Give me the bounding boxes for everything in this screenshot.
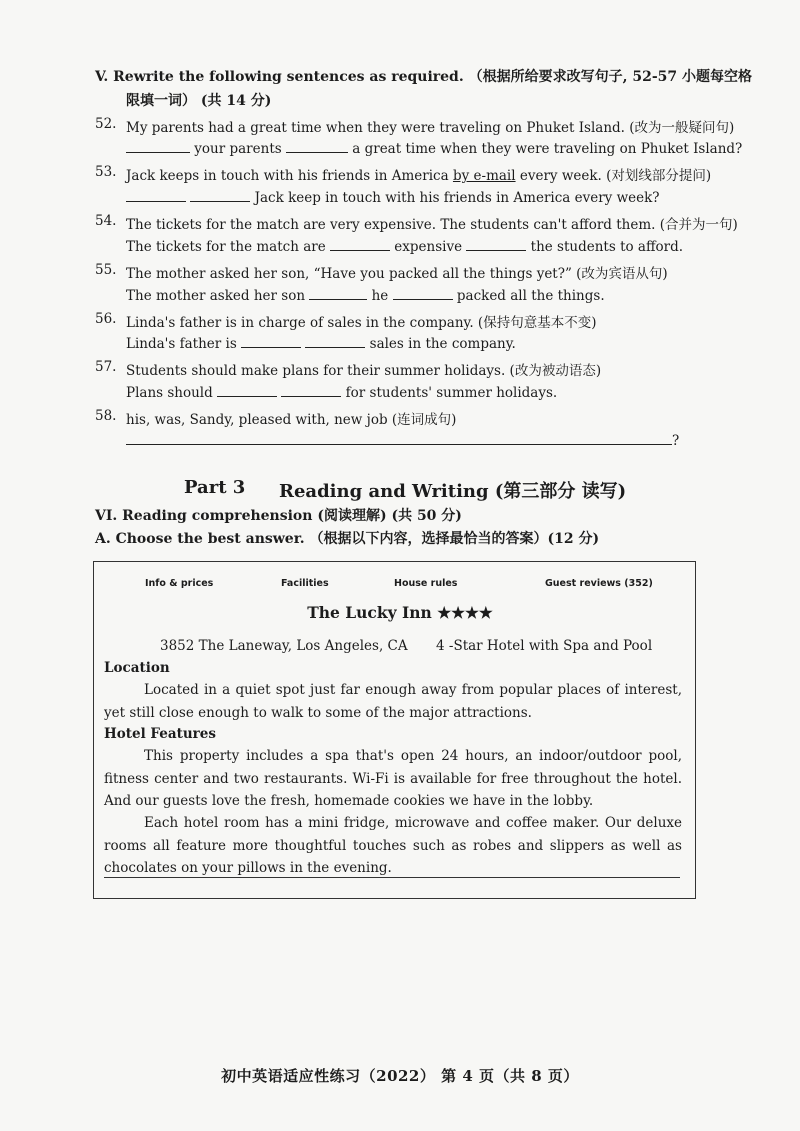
- features-heading: Hotel Features: [104, 726, 216, 742]
- question-text: The tickets for the match are very expensive. The students can't afford them. (合并为一句): [126, 217, 738, 233]
- answer-line: Jack keep in touch with his friends in America every week?: [126, 189, 660, 206]
- question-number: 52.: [95, 116, 117, 132]
- question-text: his, was, Sandy, pleased with, new job (连词成句): [126, 412, 457, 428]
- question-text: My parents had a great time when they were traveling on Phuket Island. (改为一般疑问句): [126, 120, 735, 136]
- question-text: The mother asked her son, “Have you packed all the things yet?” (改为宾语从句): [126, 266, 668, 282]
- location-paragraph: Located in a quiet spot just far enough away from popular places of interest, yet still close enough to walk to some of the major attractions.: [104, 682, 682, 721]
- hotel-name: The Lucky Inn ★★★★: [307, 603, 493, 622]
- answer-blank[interactable]: [241, 335, 301, 348]
- question-text: Students should make plans for their summer holidays. (改为被动语态): [126, 363, 602, 379]
- tab-info-prices[interactable]: Info & prices: [145, 578, 214, 589]
- answer-line: Plans should for students' summer holidays.: [126, 385, 558, 401]
- tab-house-rules[interactable]: House rules: [394, 578, 458, 589]
- section-vi-heading: VI. Reading comprehension (阅读理解) (共 50 分): [95, 508, 462, 524]
- answer-line: Linda's father is sales in the company.: [126, 336, 516, 352]
- part-subtitle: Reading and Writing (第三部分 读写): [279, 481, 627, 502]
- answer-line: The tickets for the match are expensive the students to afford.: [126, 239, 684, 255]
- question-number: 57.: [95, 359, 117, 375]
- tab-guest-reviews[interactable]: Guest reviews (352): [545, 578, 653, 589]
- section-v-heading: V. Rewrite the following sentences as required. （根据所给要求改写句子, 52-57 小题每空格: [95, 69, 752, 85]
- answer-blank[interactable]: [393, 287, 453, 300]
- divider: [104, 877, 680, 878]
- underlined-phrase: by e-mail: [452, 168, 516, 184]
- question-text: Linda's father is in charge of sales in the company. (保持句意基本不变): [126, 315, 597, 331]
- answer-blank[interactable]: [281, 384, 341, 397]
- question-number: 53.: [95, 164, 117, 180]
- answer-blank[interactable]: [190, 189, 250, 202]
- section-v-heading-cont: 限填一词） (共 14 分): [126, 93, 272, 109]
- hotel-rating: 4 -Star Hotel with Spa and Pool: [436, 638, 653, 654]
- tab-facilities[interactable]: Facilities: [281, 578, 329, 589]
- features-paragraph-1: This property includes a spa that's open 24 hours, an indoor/outdoor pool, fitness center and two restaurants. Wi-Fi is available for free throughout the hotel. And our guests love the fresh, homemade cookies we have in the lobby.: [104, 748, 682, 809]
- question-number: 54.: [95, 213, 117, 229]
- answer-line: ?: [126, 432, 679, 449]
- answer-line: your parents a great time when they were traveling on Phuket Island?: [126, 140, 742, 157]
- question-number: 55.: [95, 262, 117, 278]
- features-paragraph-2: Each hotel room has a mini fridge, microwave and coffee maker. Our deluxe rooms all feature more thoughtful touches such as robes and slippers as well as chocolates on your pillows in the evening.: [104, 815, 682, 876]
- answer-blank[interactable]: [126, 189, 186, 202]
- location-heading: Location: [104, 660, 170, 676]
- answer-blank[interactable]: [305, 335, 365, 348]
- answer-blank[interactable]: [217, 384, 277, 397]
- answer-blank[interactable]: [309, 287, 367, 300]
- answer-line: The mother asked her son he packed all the things.: [126, 288, 605, 304]
- answer-blank[interactable]: [330, 238, 390, 251]
- page-footer: 初中英语适应性练习（2022） 第 4 页（共 8 页）: [221, 1067, 579, 1085]
- question-number: 56.: [95, 311, 117, 327]
- answer-blank[interactable]: [286, 140, 348, 153]
- question-text: Jack keeps in touch with his friends in America by e-mail every week. (对划线部分提问): [126, 168, 712, 184]
- hotel-address: 3852 The Laneway, Los Angeles, CA: [160, 638, 408, 654]
- answer-blank[interactable]: [466, 238, 526, 251]
- section-a-heading: A. Choose the best answer. （根据以下内容，选择最恰当的答案）(12 分): [95, 531, 600, 547]
- answer-blank[interactable]: [126, 432, 672, 445]
- answer-blank[interactable]: [126, 140, 190, 153]
- question-number: 58.: [95, 408, 117, 424]
- part-title: Part 3: [184, 477, 246, 498]
